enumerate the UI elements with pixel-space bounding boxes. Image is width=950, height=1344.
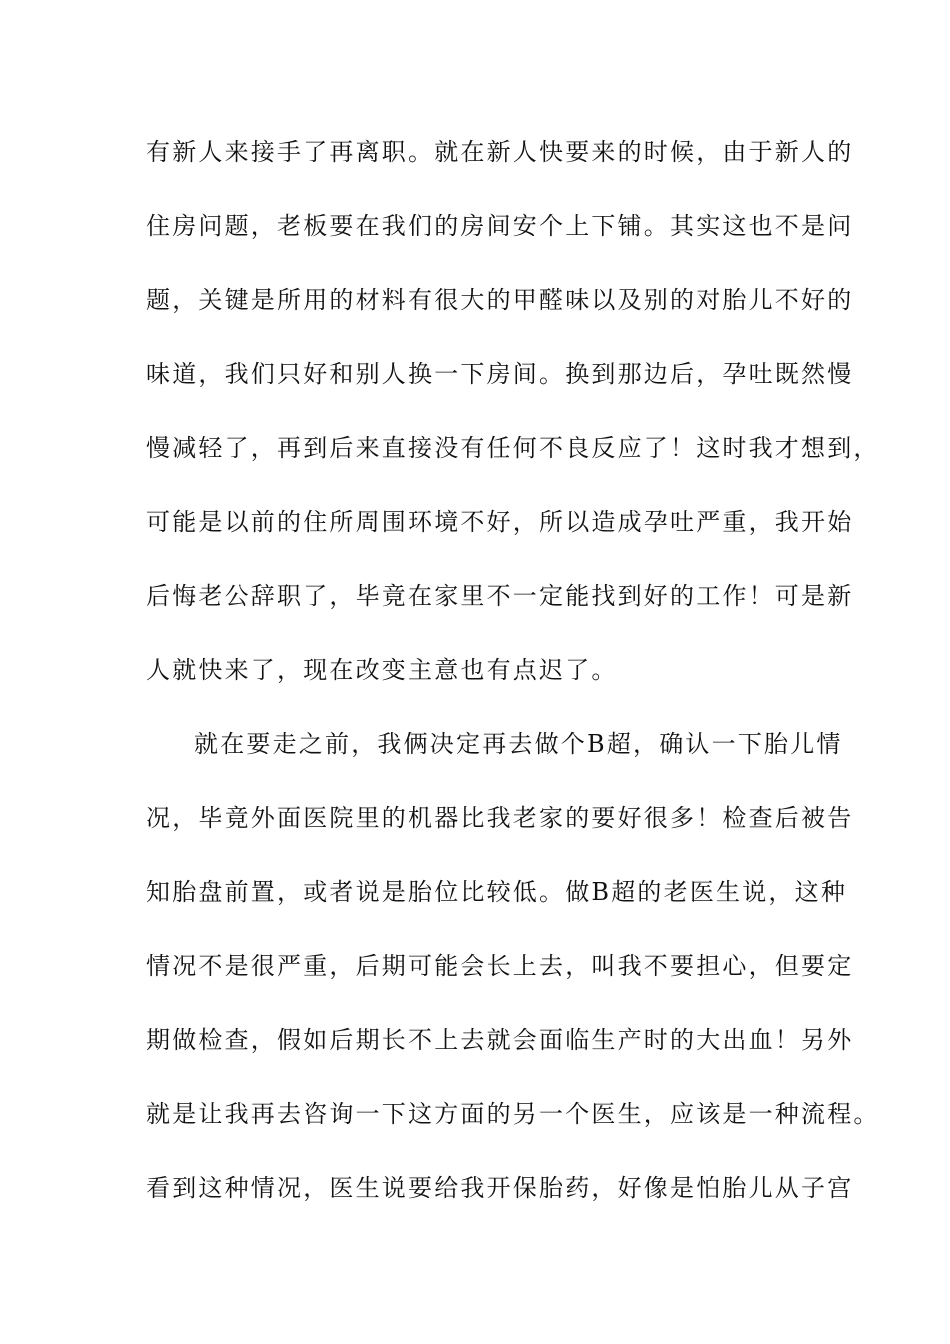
text-line: 味道，我们只好和别人换一下房间。换到那边后，孕吐既然慢 [146,360,854,388]
text-line: 有新人来接手了再离职。就在新人快要来的时候，由于新人的 [146,138,854,166]
paragraph-first-line: 就在要走之前，我俩决定再去做个B超，确认一下胎儿情 [194,730,843,758]
text-line: 后悔老公辞职了，毕竟在家里不一定能找到好的工作！可是新 [146,582,854,610]
text-line: 慢减轻了，再到后来直接没有任何不良反应了！这时我才想到， [146,434,880,462]
text-line: 就是让我再去咨询一下这方面的另一个医生，应该是一种流程。 [146,1100,880,1128]
text-line: 知胎盘前置，或者说是胎位比较低。做B超的老医生说，这种 [146,878,848,906]
text-line: 况，毕竟外面医院里的机器比我老家的要好很多！检查后被告 [146,804,854,832]
text-line: 期做检查，假如后期长不上去就会面临生产时的大出血！另外 [146,1026,854,1054]
text-line: 可能是以前的住所周围环境不好，所以造成孕吐严重，我开始 [146,508,854,536]
text-line: 情况不是很严重，后期可能会长上去，叫我不要担心，但要定 [146,952,854,980]
text-line: 看到这种情况，医生说要给我开保胎药，好像是怕胎儿从子宫 [146,1174,854,1202]
text-line: 题，关键是所用的材料有很大的甲醛味以及别的对胎儿不好的 [146,286,854,314]
text-line: 住房问题，老板要在我们的房间安个上下铺。其实这也不是问 [146,212,854,240]
text-line: 人就快来了，现在改变主意也有点迟了。 [146,656,618,684]
